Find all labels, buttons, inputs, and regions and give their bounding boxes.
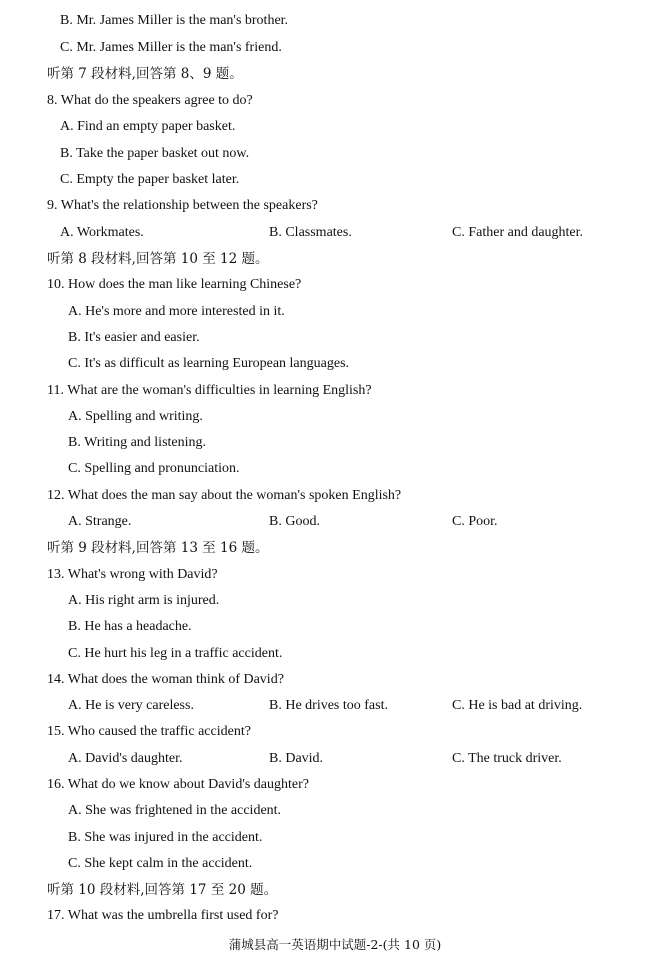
q9-options-row [0, 224, 670, 242]
q12-option-b: B. Good. [269, 514, 320, 529]
q8-option-c: C. Empty the paper basket later. [60, 172, 240, 187]
question-14: 14. What does the woman think of David? [47, 672, 284, 687]
q7-option-c: C. Mr. James Miller is the man's friend. [60, 40, 282, 55]
q13-option-a: A. His right arm is injured. [68, 593, 220, 608]
question-12: 12. What does the man say about the woman's spoken English? [47, 488, 402, 503]
q10-option-a: A. He's more and more interested in it. [68, 304, 285, 319]
question-8: 8. What do the speakers agree to do? [47, 93, 253, 108]
q14-options-row [0, 697, 670, 715]
q13-option-b: B. He has a headache. [68, 619, 192, 634]
section-header-10: 听第 10 段材料,回答第 17 至 20 题。 [47, 882, 278, 898]
section-header-9: 听第 9 段材料,回答第 13 至 16 题。 [47, 540, 269, 556]
q15-options-row [0, 750, 670, 768]
q15-option-a: A. David's daughter. [68, 751, 183, 766]
question-10: 10. How does the man like learning Chinese? [47, 277, 302, 292]
q9-option-b: B. Classmates. [269, 225, 352, 240]
q11-option-a: A. Spelling and writing. [68, 409, 203, 424]
q14-option-c: C. He is bad at driving. [452, 698, 583, 713]
page-footer: 蒲城县高一英语期中试题-2-(共 10 页) [228, 937, 442, 952]
q7-option-b: B. Mr. James Miller is the man's brother. [60, 13, 289, 28]
section-header-8: 听第 8 段材料,回答第 10 至 12 题。 [47, 251, 269, 267]
section-header-7: 听第 7 段材料,回答第 8、9 题。 [47, 66, 243, 82]
q16-option-c: C. She kept calm in the accident. [68, 856, 253, 871]
q8-option-a: A. Find an empty paper basket. [60, 119, 236, 134]
q9-option-a: A. Workmates. [60, 225, 144, 240]
question-11: 11. What are the woman's difficulties in learning English? [47, 383, 372, 398]
q10-option-c: C. It's as difficult as learning European languages. [68, 356, 350, 371]
question-9: 9. What's the relationship between the speakers? [47, 198, 318, 213]
question-17: 17. What was the umbrella first used for? [47, 908, 279, 923]
question-16: 16. What do we know about David's daughter? [47, 777, 309, 792]
q11-option-b: B. Writing and listening. [68, 435, 207, 450]
question-13: 13. What's wrong with David? [47, 567, 218, 582]
q15-option-c: C. The truck driver. [452, 751, 562, 766]
q9-option-c: C. Father and daughter. [452, 225, 584, 240]
question-15: 15. Who caused the traffic accident? [47, 724, 251, 739]
q14-option-b: B. He drives too fast. [269, 698, 388, 713]
q11-option-c: C. Spelling and pronunciation. [68, 461, 240, 476]
q16-option-a: A. She was frightened in the accident. [68, 803, 282, 818]
q15-option-b: B. David. [269, 751, 324, 766]
q8-option-b: B. Take the paper basket out now. [60, 146, 250, 161]
q12-options-row [0, 513, 670, 531]
q13-option-c: C. He hurt his leg in a traffic accident. [68, 646, 283, 661]
q10-option-b: B. It's easier and easier. [68, 330, 200, 345]
q16-option-b: B. She was injured in the accident. [68, 830, 263, 845]
q14-option-a: A. He is very careless. [68, 698, 194, 713]
q12-option-c: C. Poor. [452, 514, 498, 529]
q12-option-a: A. Strange. [68, 514, 132, 529]
